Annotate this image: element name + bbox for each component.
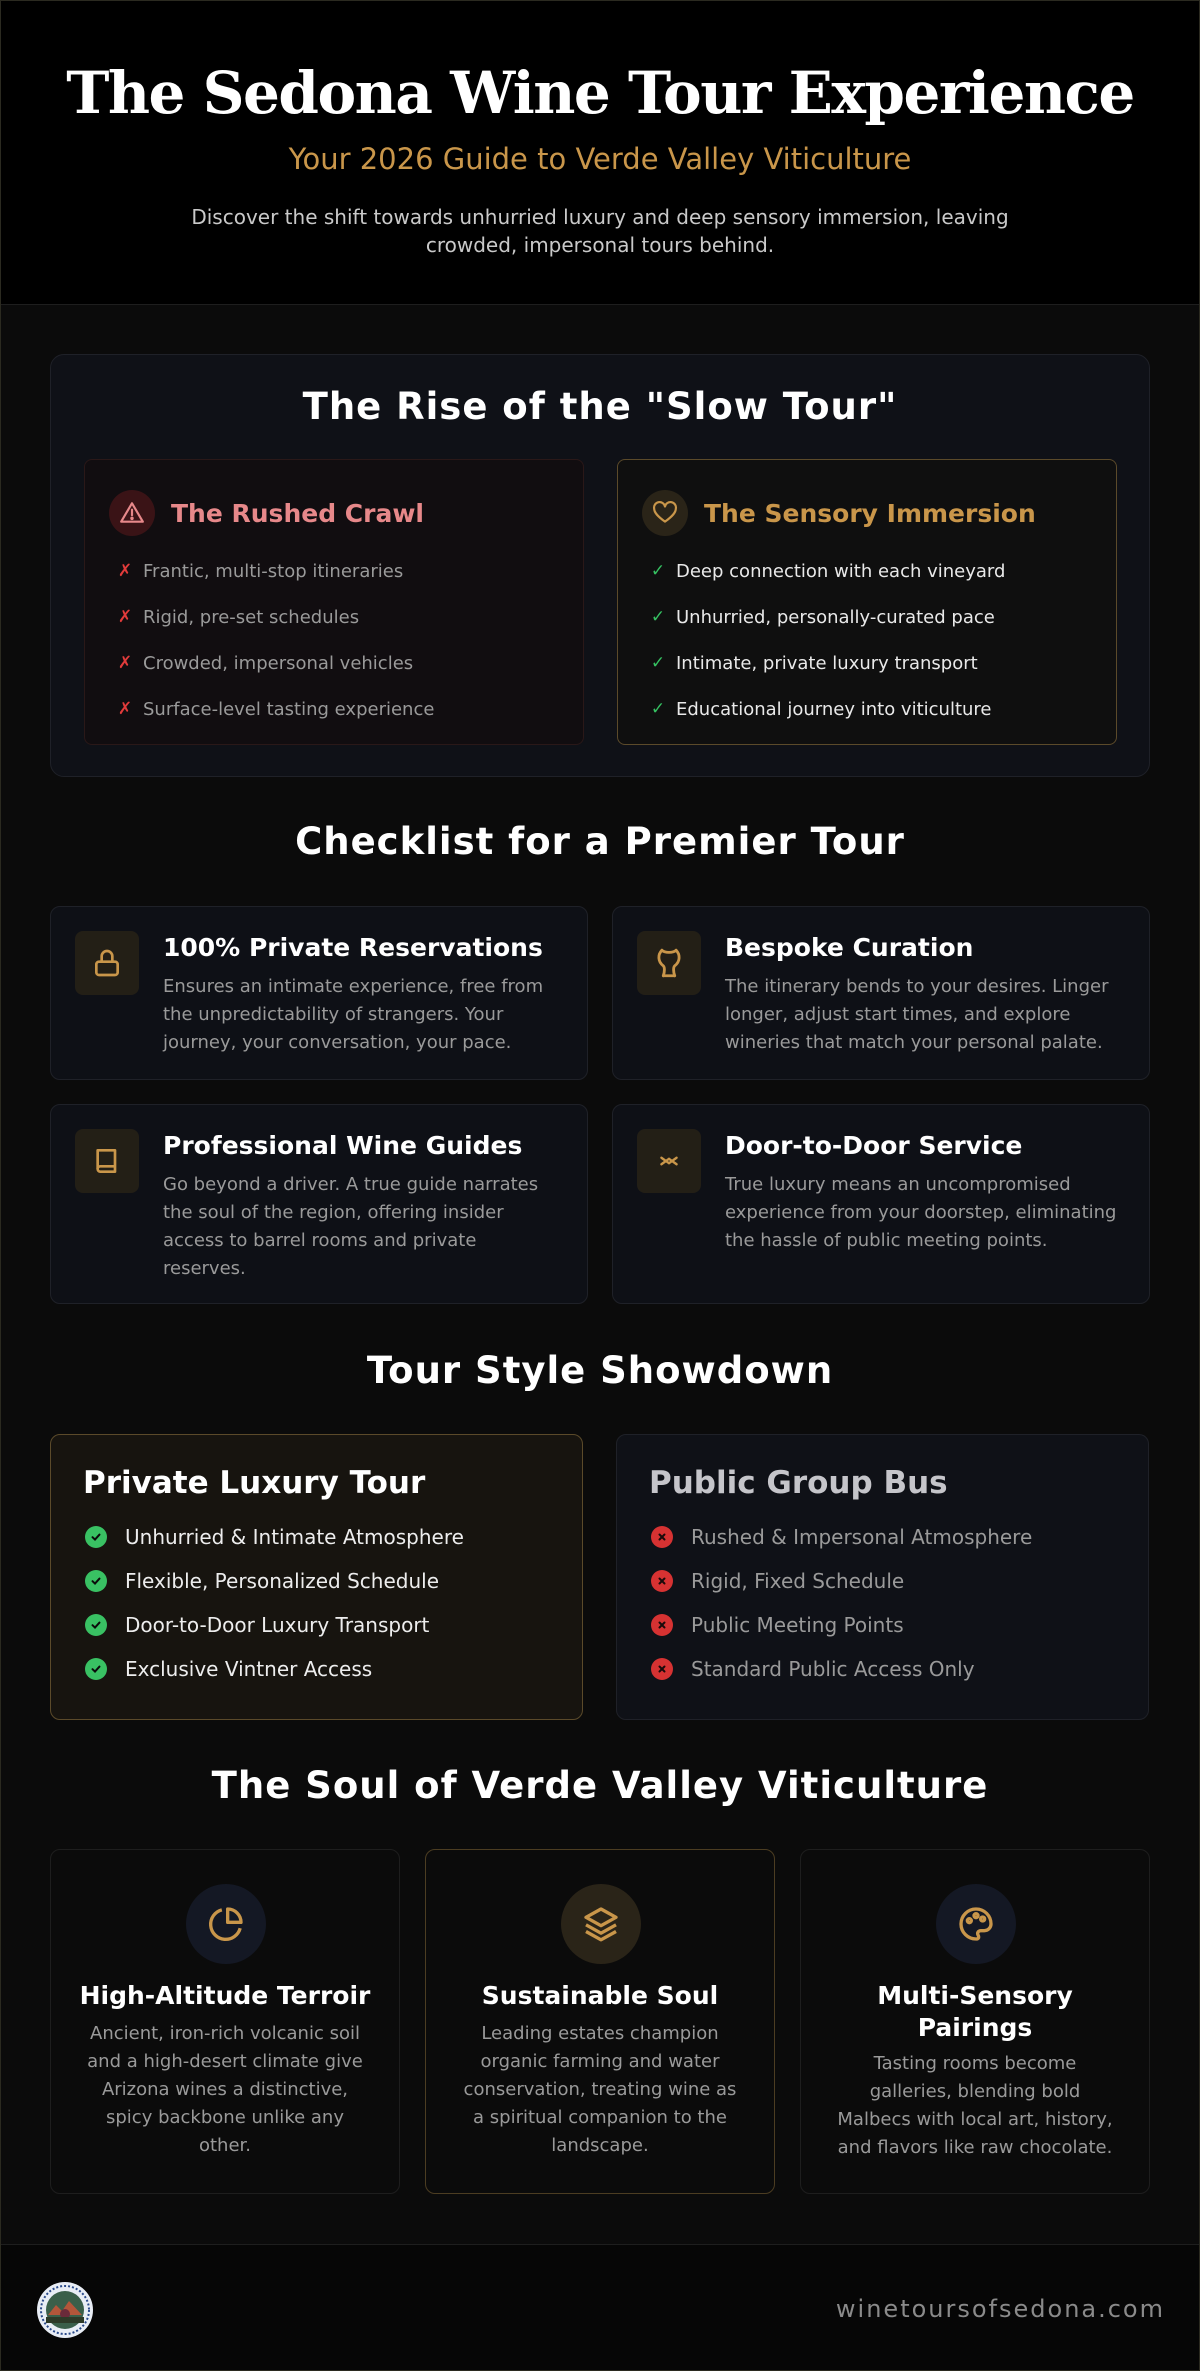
- check-circle-icon: [85, 1614, 107, 1636]
- page-title: The Sedona Wine Tour Experience: [66, 59, 1134, 127]
- list-item: Standard Public Access Only: [651, 1647, 1116, 1691]
- checklist-item-title: Door-to-Door Service: [725, 1131, 1023, 1160]
- car-icon: [637, 1129, 701, 1193]
- x-icon: ✗: [117, 653, 133, 673]
- x-circle-icon: [651, 1570, 673, 1592]
- checklist-card-private: [50, 906, 588, 1080]
- list-item: ✗ Rigid, pre-set schedules: [117, 606, 360, 628]
- list-item: Flexible, Personalized Schedule: [85, 1559, 550, 1603]
- x-circle-icon: [651, 1658, 673, 1680]
- layers-icon: [561, 1884, 641, 1964]
- soul-item-title: Sustainable Soul: [481, 1981, 719, 2010]
- soul-item-text: Leading estates champion organic farming and water conservation, treating wine as a spiritual companion to the landscape.: [463, 2023, 737, 2156]
- list-item: Door-to-Door Luxury Transport: [85, 1603, 550, 1647]
- checklist-title: Checklist for a Premier Tour: [295, 820, 905, 863]
- x-icon: ✗: [117, 607, 133, 627]
- page-lead: Discover the shift towards unhurried luxury and deep sensory immersion, leaving crowded, impersonal tours behind.: [191, 205, 1009, 257]
- x-icon: ✗: [117, 699, 133, 719]
- pie-chart-icon: [186, 1884, 266, 1964]
- check-circle-icon: [85, 1570, 107, 1592]
- soul-item-text: Tasting rooms become galleries, blending bold Malbecs with local art, history, and flavors like raw chocolate.: [837, 2053, 1113, 2158]
- checklist-item-text: Go beyond a driver. A true guide narrates the soul of the region, offering insider access to barrel rooms and private reserves.: [163, 1174, 539, 1279]
- list-item: ✗ Surface-level tasting experience: [117, 698, 435, 720]
- footer: [1, 2244, 1199, 2370]
- x-icon: ✗: [117, 561, 133, 581]
- list-item: Rigid, Fixed Schedule: [651, 1559, 1116, 1603]
- list-item: ✗ Crowded, impersonal vehicles: [117, 652, 414, 674]
- soul-card-terroir: [50, 1849, 400, 2194]
- check-icon: ✓: [650, 699, 666, 719]
- checklist-card-door: [612, 1104, 1150, 1304]
- list-item: Rushed & Impersonal Atmosphere: [651, 1515, 1116, 1559]
- soul-card-sustainable: [425, 1849, 775, 2194]
- sensory-immersion-card: [617, 459, 1117, 745]
- sensory-immersion-title: The Sensory Immersion: [704, 498, 1036, 528]
- heart-icon: [642, 490, 688, 536]
- slow-tour-title: The Rise of the "Slow Tour": [302, 385, 898, 428]
- page-subtitle: Your 2026 Guide to Verde Valley Viticulture: [288, 142, 912, 176]
- public-bus-card: [616, 1434, 1149, 1720]
- soul-card-pairings: [800, 1849, 1150, 2194]
- x-circle-icon: [651, 1526, 673, 1548]
- list-item: ✓ Educational journey into viticulture: [650, 698, 992, 720]
- book-icon: [75, 1129, 139, 1193]
- list-item: ✓ Unhurried, personally-curated pace: [650, 606, 995, 628]
- list-item: Public Meeting Points: [651, 1603, 1116, 1647]
- checklist-item-text: The itinerary bends to your desires. Linger longer, adjust start times, and explore wineries that match your personal palate.: [725, 976, 1109, 1053]
- soul-item-text: Ancient, iron-rich volcanic soil and a high-desert climate give Arizona wines a distinctive, spicy backbone unlike any other.: [87, 2023, 363, 2156]
- list-item: ✓ Intimate, private luxury transport: [650, 652, 978, 674]
- private-tour-card: [50, 1434, 583, 1720]
- checklist-item-title: Bespoke Curation: [725, 933, 974, 962]
- wine-glass-icon: [637, 931, 701, 995]
- rushed-crawl-card: [84, 459, 584, 745]
- checklist-card-guides: [50, 1104, 588, 1304]
- x-circle-icon: [651, 1614, 673, 1636]
- soul-item-title: Multi-Sensory Pairings: [877, 1981, 1073, 2042]
- check-icon: ✓: [650, 607, 666, 627]
- soul-title: The Soul of Verde Valley Viticulture: [211, 1764, 989, 1807]
- checklist-item-title: Professional Wine Guides: [163, 1131, 523, 1160]
- checklist-item-title: 100% Private Reservations: [163, 933, 543, 962]
- lock-icon: [75, 931, 139, 995]
- showdown-title: Tour Style Showdown: [366, 1349, 834, 1392]
- list-item: ✗ Frantic, multi-stop itineraries: [117, 560, 404, 582]
- checklist-item-text: True luxury means an uncompromised experience from your doorstep, eliminating the hassle of public meeting points.: [725, 1174, 1117, 1251]
- check-circle-icon: [85, 1526, 107, 1548]
- private-tour-title: Private Luxury Tour: [83, 1465, 426, 1501]
- check-icon: ✓: [650, 561, 666, 581]
- public-bus-title: Public Group Bus: [649, 1465, 948, 1501]
- list-item: Exclusive Vintner Access: [85, 1647, 550, 1691]
- check-circle-icon: [85, 1658, 107, 1680]
- soul-item-title: High-Altitude Terroir: [79, 1981, 371, 2010]
- palette-icon: [936, 1884, 1016, 1964]
- checklist-item-text: Ensures an intimate experience, free from the unpredictability of strangers. Your journey, your conversation, your pace.: [163, 976, 544, 1053]
- hero-header: [1, 1, 1199, 305]
- warning-triangle-icon: [109, 490, 155, 536]
- website-url: winetoursofsedona.com: [835, 2295, 1165, 2323]
- slow-tour-section: [50, 354, 1150, 777]
- seal-logo: [36, 2281, 94, 2339]
- list-item: ✓ Deep connection with each vineyard: [650, 560, 1006, 582]
- rushed-crawl-title: The Rushed Crawl: [171, 498, 425, 528]
- check-icon: ✓: [650, 653, 666, 673]
- list-item: Unhurried & Intimate Atmosphere: [85, 1515, 550, 1559]
- checklist-card-curation: [612, 906, 1150, 1080]
